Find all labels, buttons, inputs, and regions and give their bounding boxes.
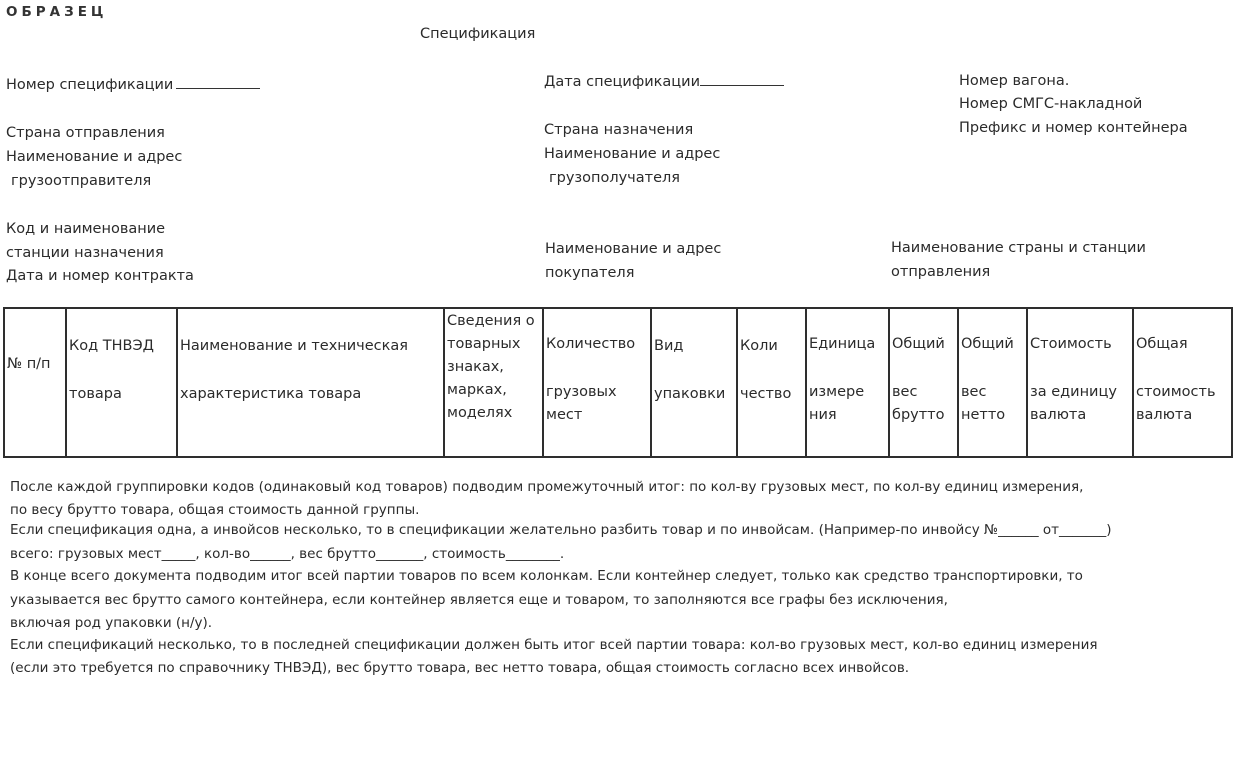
country-destination: Страна назначения	[544, 122, 694, 138]
spec-date-field	[544, 70, 784, 94]
note-line: В конце всего документа подводим итог всей партии товаров по всем колонкам. Если контейнер следует, только как средство транспортировки, то	[10, 568, 1083, 584]
note-line: После каждой группировки кодов (одинаковый код товаров) подводим промежуточный итог: по кол-ву грузовых мест, по кол-ву единиц измерения,	[10, 479, 1084, 495]
note-line: всего: грузовых мест_____, кол-во______, вес брутто_______, стоимость________.	[10, 546, 565, 562]
note-line: Если спецификаций несколько, то в последней спецификации должен быть итог всей партии товара: кол-во грузовых мест, кол-во единиц измерения	[10, 637, 1098, 653]
note-line: включая род упаковки (н/у).	[10, 615, 213, 631]
consignee-name-label: Наименование и адрес	[544, 146, 721, 162]
col-unit-header: Единица измере ния	[806, 308, 889, 457]
col-total-cost-header: Общая стоимость валюта	[1133, 308, 1232, 457]
country-departure: Страна отправления	[6, 125, 165, 141]
col-gross-header: Общий вес брутто	[889, 308, 958, 457]
document-title: Спецификация	[420, 26, 536, 42]
spec-date-label: Дата спецификации	[544, 74, 701, 90]
col-packaging-header: Вид упаковки	[651, 308, 737, 457]
spec-date-blank	[700, 71, 784, 86]
smgs-invoice: Номер СМГС-накладной	[959, 96, 1143, 112]
note-line: по весу брутто товара, общая стоимость данной группы.	[10, 502, 420, 518]
col-tnved-header: Код ТНВЭД товара	[66, 308, 177, 457]
consignee-label: грузополучателя	[549, 170, 680, 186]
col-unit-cost-header: Стоимость за единицу валюта	[1027, 308, 1133, 457]
note-line: (если это требуется по справочнику ТНВЭД), вес брутто товара, вес нетто товара, общая стоимость согласно всех инвойсов.	[10, 660, 910, 676]
shipper-label: грузоотправителя	[11, 173, 152, 189]
container-prefix: Префикс и номер контейнера	[959, 120, 1188, 136]
station-code-label: Код и наименование	[6, 221, 166, 237]
col-net-header: Общий вес нетто	[958, 308, 1027, 457]
contract-label: Дата и номер контракта	[6, 268, 194, 284]
station-dest-label: станции назначения	[6, 245, 164, 261]
note-line: указывается вес брутто самого контейнера, если контейнер является еще и товаром, то заполняются все графы без исключения,	[10, 592, 948, 608]
col-quantity-header: Коли чество	[737, 308, 806, 457]
col-number-header: № п/п	[4, 308, 66, 457]
sample-stamp: ОБРАЗЕЦ	[6, 4, 108, 20]
col-description-header: Наименование и техническая характеристика товара	[177, 308, 444, 457]
col-packages-header: Количество грузовых мест	[543, 308, 651, 457]
col-trademarks-header: Сведения о товарных знаках, марках, моделях	[444, 308, 543, 457]
departure-label: отправления	[891, 264, 991, 280]
note-line: Если спецификация одна, а инвойсов несколько, то в спецификации желательно разбить товар и по инвойсам. (Например-по инвойсу №______ от_______)	[10, 522, 1112, 538]
buyer-name-label: Наименование и адрес	[545, 241, 722, 257]
buyer-label: покупателя	[545, 265, 635, 281]
spec-number-label: Номер спецификации	[6, 77, 174, 93]
spec-table	[3, 307, 1233, 458]
spec-number-blank	[176, 74, 260, 89]
shipper-name-label: Наименование и адрес	[6, 149, 183, 165]
spec-number-field	[6, 73, 260, 97]
country-station-label: Наименование страны и станции	[891, 240, 1146, 256]
wagon-number: Номер вагона.	[959, 73, 1070, 89]
